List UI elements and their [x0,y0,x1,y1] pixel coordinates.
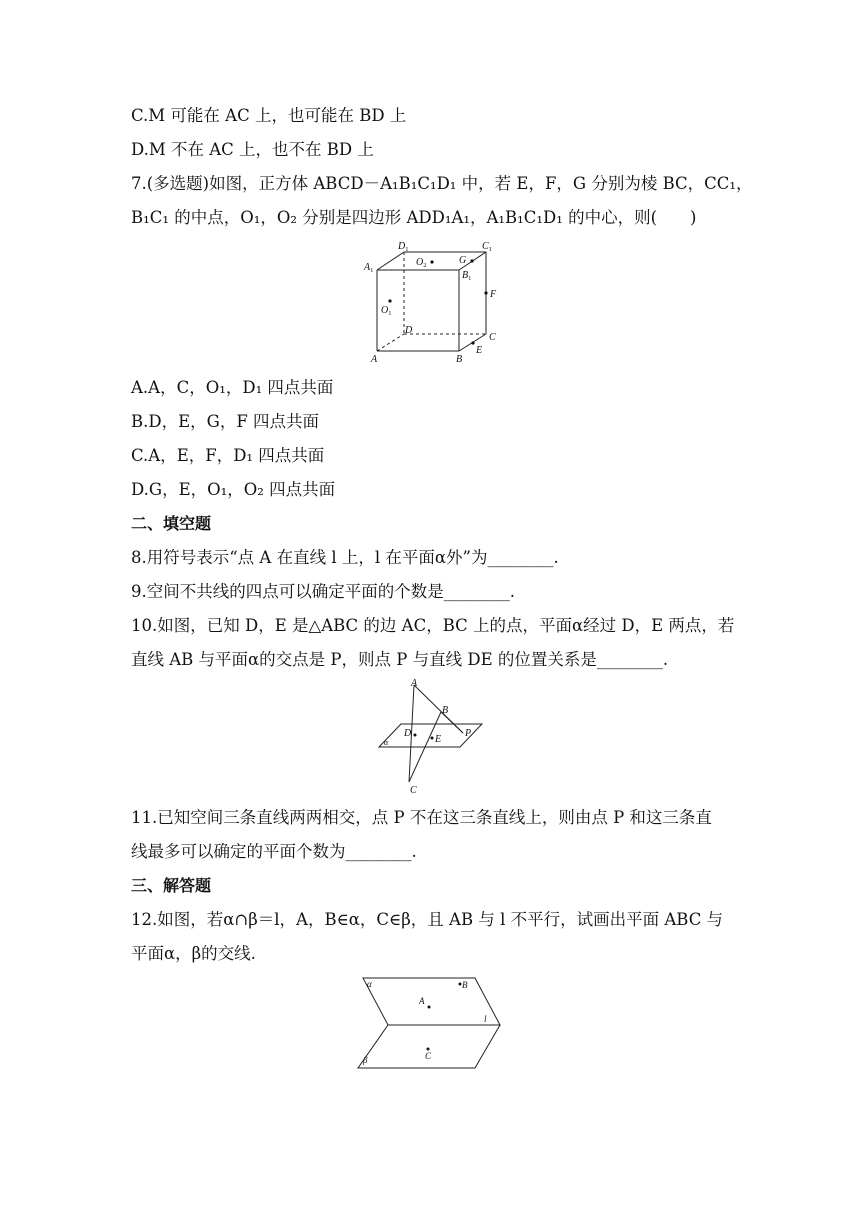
label-a: A [411,678,418,689]
option-7c: C.A，E，F，D₁ 四点共面 [131,446,325,465]
label-c1: $C_1$ [482,241,492,253]
option-7a: A.A，C，O₁，D₁ 四点共面 [131,378,334,397]
option-6c: C.M 可能在 AC 上，也可能在 BD 上 [131,106,407,125]
point-f [484,291,487,294]
label-a1: $A_1$ [364,262,374,274]
label-b1: $B_1$ [462,270,472,282]
point-o2 [430,260,433,263]
plane-beta [358,1025,500,1068]
option-6d: D.M 不在 AC 上，也不在 BD 上 [131,140,374,159]
label-a: A [419,996,425,1006]
question-9: 9.空间不共线的四点可以确定平面的个数是________. [131,582,515,601]
label-b: B [462,980,468,990]
section-fill-blank: 二、填空题 [131,514,212,533]
question-7-line-1: 7.(多选题)如图，正方体 ABCD－A₁B₁C₁D₁ 中，若 E，F，G 分别为棱 BC，CC₁， [131,174,753,193]
option-7d: D.G，E，O₁，O₂ 四点共面 [131,480,336,499]
question-12-line-2: 平面α，β的交线. [131,944,256,963]
point-o1 [388,299,391,302]
label-b: B [442,705,449,716]
label-alpha: α [384,738,389,747]
point-d [414,734,417,737]
label-e: E [476,345,483,356]
question-12-line-1: 12.如图，若α∩β＝l，A，B∈α，C∈β，且 AB 与 l 不平行，试画出平面 ABC 与 [131,910,724,929]
label-alpha: α [367,979,372,989]
hidden-edge [377,334,404,351]
label-p: P [465,728,472,739]
triangle-plane-figure [374,676,486,798]
label-beta: β [363,1055,368,1065]
label-o1: $O_1$ [381,305,392,317]
label-l: l [484,1014,487,1024]
question-8: 8.用符号表示“点 A 在直线 l 上，l 在平面α外”为________. [131,548,559,567]
question-7-line-2: B₁C₁ 的中点，O₁，O₂ 分别是四边形 ADD₁A₁，A₁B₁C₁D₁ 的中心，则( ) [131,208,697,227]
point-e [471,341,474,344]
point-g [470,259,473,262]
label-g: G [459,255,467,266]
label-c: C [425,1051,432,1061]
question-11-line-1: 11.已知空间三条直线两两相交，点 P 不在这三条直线上，则由点 P 和这三条直 [131,808,712,827]
section-answer: 三、解答题 [131,876,212,895]
edge [377,252,404,270]
label-b: B [456,354,463,365]
label-d: D [405,325,413,336]
option-7b: B.D，E，G，F 四点共面 [131,412,320,431]
cube-figure [360,236,510,368]
two-planes-figure [354,972,506,1072]
label-a: A [371,354,378,365]
question-10-line-1: 10.如图，已知 D，E 是△ABC 的边 AC，BC 上的点，平面α经过 D，E 两点，若 [131,616,735,635]
label-d: D [404,728,412,739]
label-c: C [489,332,496,343]
label-f: F [490,289,497,300]
question-11-line-2: 线最多可以确定的平面个数为________. [131,842,417,861]
point-a [428,1006,431,1009]
label-d1: $D_1$ [398,241,409,253]
label-c: C [410,785,417,796]
label-o2: $O_2$ [416,257,427,269]
plane-alpha [363,978,500,1025]
point-e [431,737,434,740]
label-e: E [435,734,442,745]
question-10-line-2: 直线 AB 与平面α的交点是 P，则点 P 与直线 DE 的位置关系是________. [131,650,669,669]
